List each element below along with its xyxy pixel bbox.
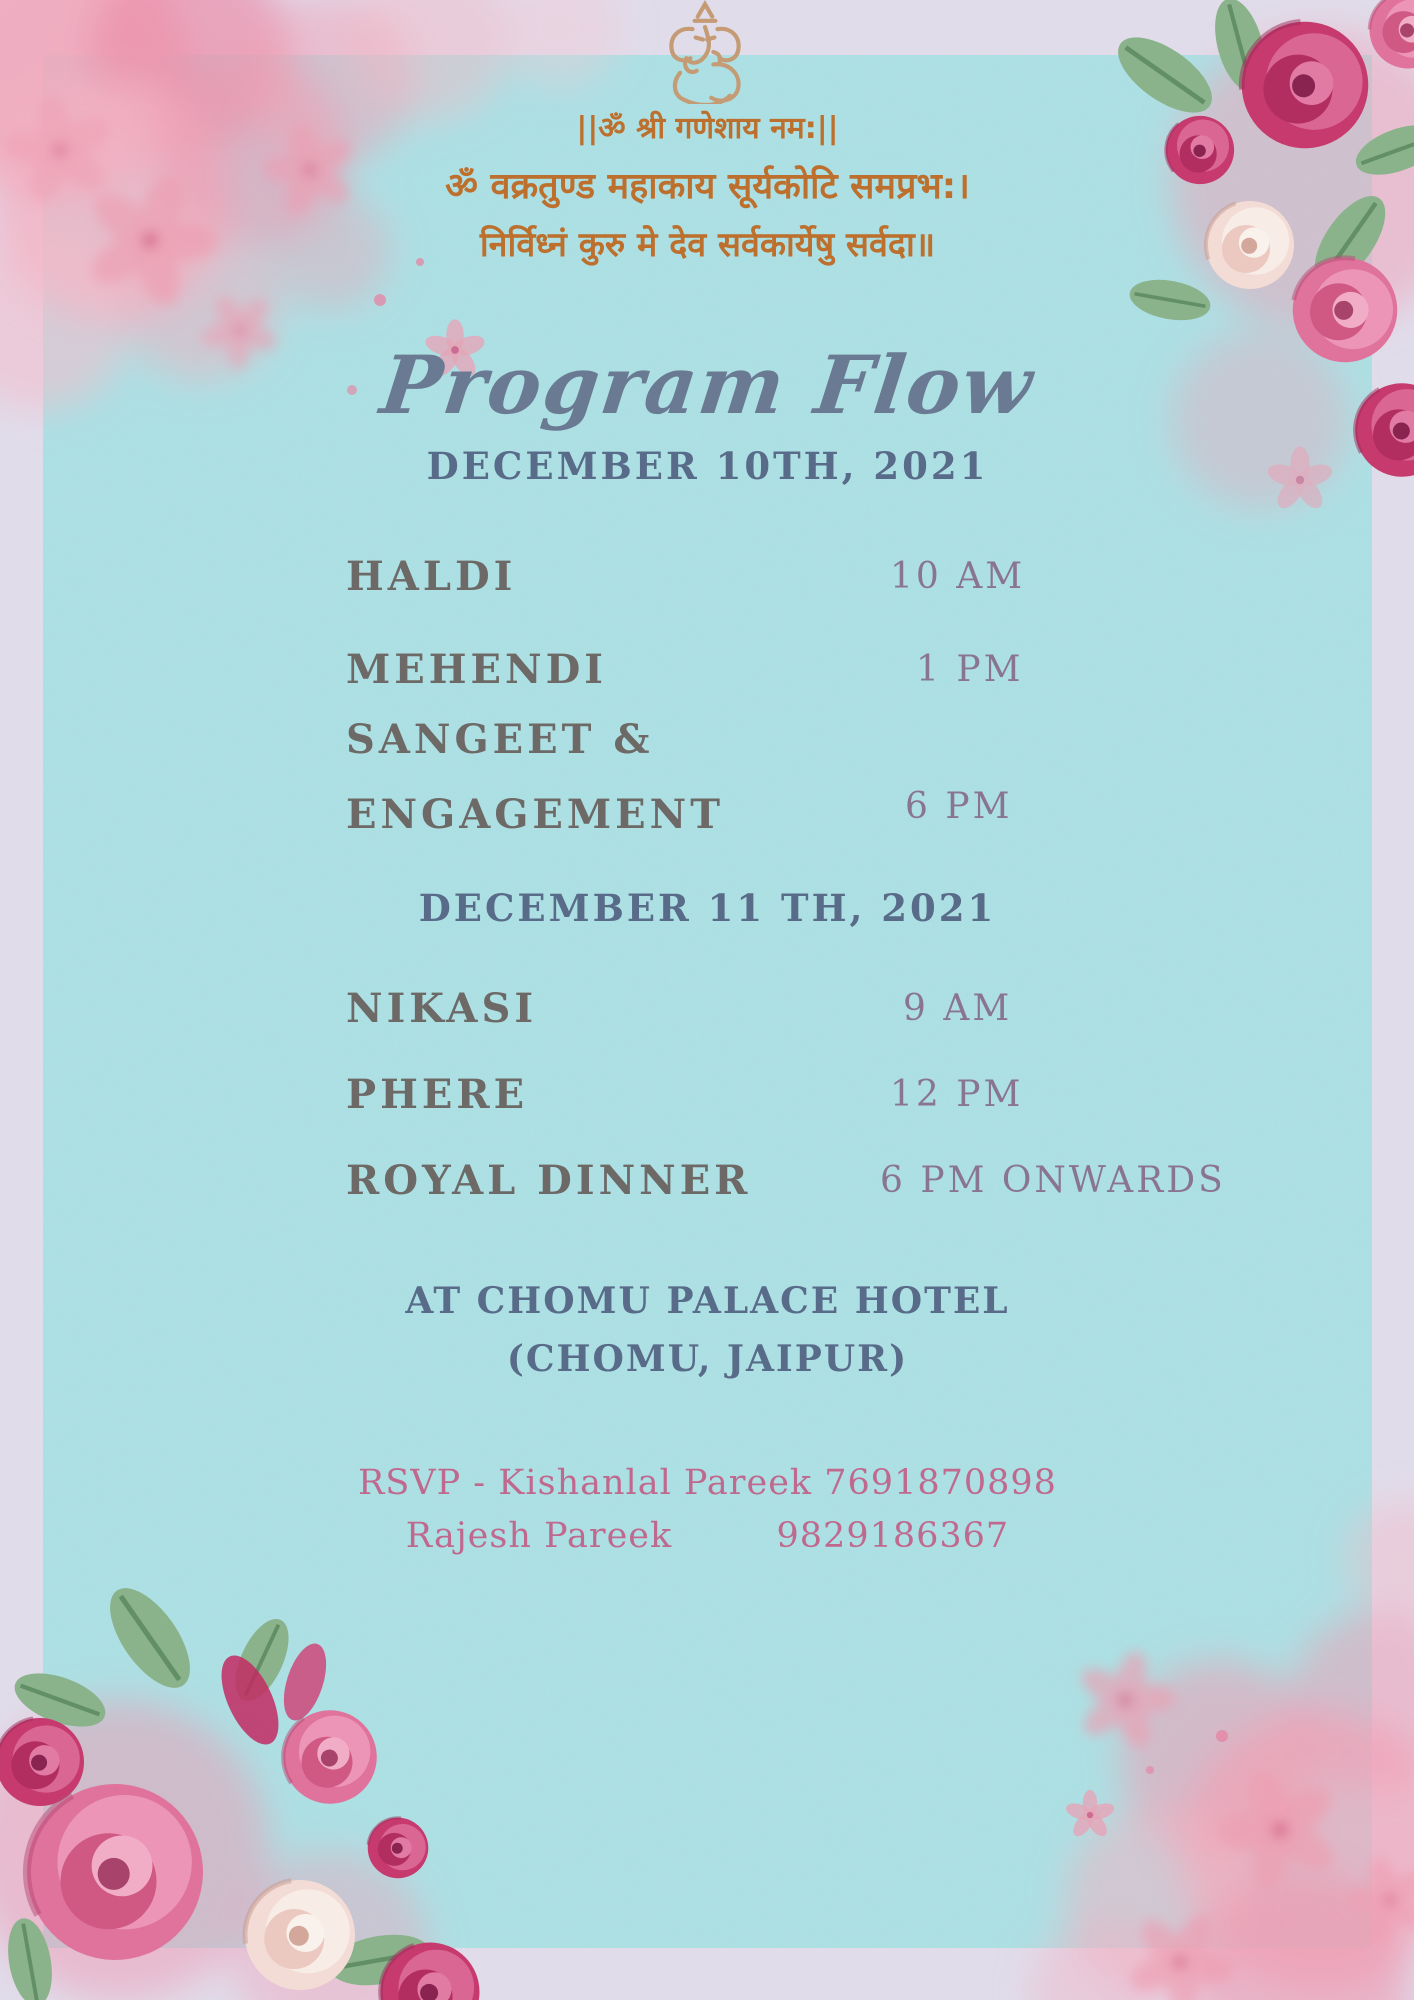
event-time: 6 PM ONWARDS [880,1160,1226,1201]
page-title: Program Flow [375,338,1040,432]
rsvp-contact-name: Rajesh Pareek [405,1516,673,1556]
event-time: 6 PM [905,786,1013,827]
date-heading-day2: DECEMBER 11 TH, 2021 [418,886,997,930]
venue-line-2: (CHOMU, JAIPUR) [506,1338,909,1380]
ganesha-icon [650,0,760,104]
rsvp-line-1 [43,1463,1372,1503]
event-name: HALDI [346,553,517,600]
event-name: MEHENDI [346,646,608,693]
rsvp-line-2 [43,1516,1372,1556]
event-name: ROYAL DINNER [346,1157,752,1204]
mantra-line-3: निर्विध्नं कुरु मे देव सर्वकार्येषु सर्वदा॥ [479,225,936,265]
event-time: 12 PM [890,1074,1024,1115]
event-time: 10 AM [890,556,1026,597]
event-name: NIKASI [346,985,538,1032]
event-name: SANGEET & [346,716,654,763]
rsvp-contact-name: Kishanlal Pareek [498,1463,813,1503]
mantra-line-2: ॐ वक्रतुण्ड महाकाय सूर्यकोटि समप्रभ:। [445,166,970,207]
mantra-line-1: ||ॐ श्री गणेशाय नम:|| [576,111,839,146]
rsvp-label: RSVP - [358,1463,487,1503]
venue-line-1: AT CHOMU PALACE HOTEL [405,1280,1010,1322]
rsvp-contact-phone: 7691870898 [824,1463,1057,1503]
date-heading-day1: DECEMBER 10TH, 2021 [426,444,989,488]
rsvp-contact-phone: 9829186367 [776,1516,1010,1556]
event-name: ENGAGEMENT [346,791,724,838]
event-name: PHERE [346,1071,529,1118]
event-time: 1 PM [916,649,1024,690]
event-time: 9 AM [903,988,1013,1029]
